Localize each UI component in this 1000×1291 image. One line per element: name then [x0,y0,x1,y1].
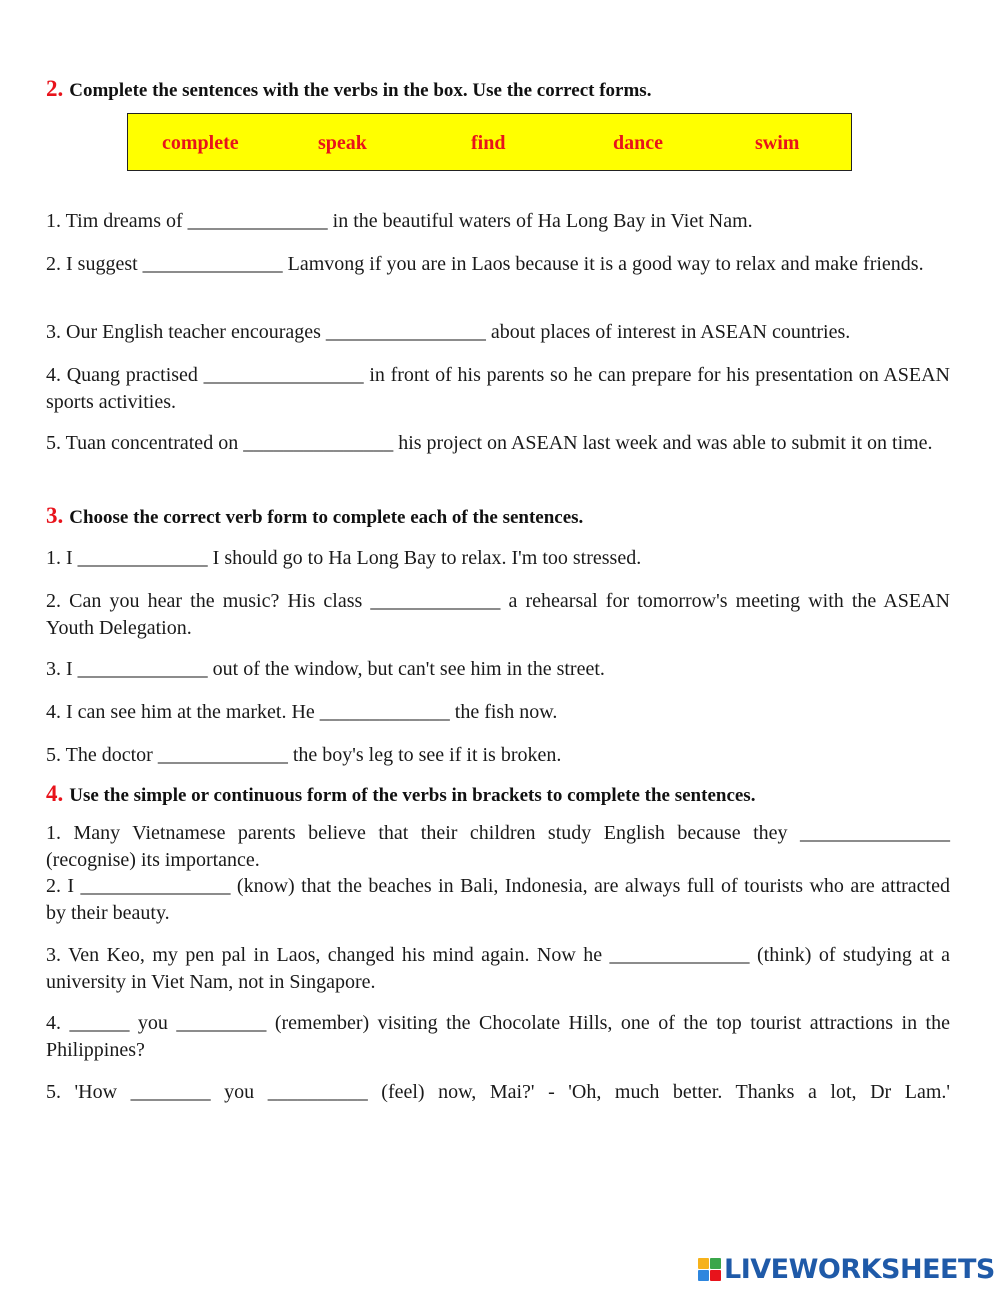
liveworksheets-logo-icon [698,1258,722,1282]
exercise-item: 3. Our English teacher encourages ________________ about places of interest in ASEAN countries. [46,321,851,343]
exercise-item: 4. Quang practised ________________ in front of his parents so he can prepare for his presentation on ASEAN sports activities. [46,364,950,413]
section-2-title [46,76,651,102]
exercise-item: 1. Tim dreams of ______________ in the beautiful waters of Ha Long Bay in Viet Nam. [46,210,753,232]
section-3-number: 3. [46,503,64,528]
exercise-item: 1. I _____________ I should go to Ha Long Bay to relax. I'm too stressed. [46,547,642,569]
exercise-item: 3. Ven Keo, my pen pal in Laos, changed his mind again. Now he ______________ (think) of studying at a university in Viet Nam, not in Singapore. [46,944,950,993]
word-box-item: find [471,132,506,154]
exercise-item: 3. I _____________ out of the window, but can't see him in the street. [46,658,605,680]
section-2-number: 2. [46,76,64,101]
word-box-item: speak [318,132,367,154]
liveworksheets-logo [698,1252,994,1288]
exercise-item: 5. Tuan concentrated on _______________ his project on ASEAN last week and was able to submit it on time. [46,432,933,454]
exercise-item: 2. Can you hear the music? His class _____________ a rehearsal for tomorrow's meeting with the ASEAN Youth Delegation. [46,590,950,639]
exercise-item: 4. ______ you _________ (remember) visiting the Chocolate Hills, one of the top tourist attractions in the Philippines? [46,1012,950,1061]
exercise-item: 2. I suggest ______________ Lamvong if you are in Laos because it is a good way to relax and make friends. [46,253,924,275]
exercise-item: 4. I can see him at the market. He _____________ the fish now. [46,701,558,723]
exercise-item: 2. I _______________ (know) that the beaches in Bali, Indonesia, are always full of tourists who are attracted by their beauty. [46,875,950,924]
section-4-number: 4. [46,781,64,806]
exercise-item: 5. The doctor _____________ the boy's leg to see if it is broken. [46,744,562,766]
exercise-item: 1. Many Vietnamese parents believe that their children study English because they _______________ (recognise) its importance. [46,822,950,871]
section-2-instruction: Complete the sentences with the verbs in the box. Use the correct forms. [69,80,652,101]
word-box-item: swim [755,132,800,154]
section-4-instruction: Use the simple or continuous form of the verbs in brackets to complete the sentences. [69,785,756,806]
exercise-item: 5. 'How ________ you __________ (feel) now, Mai?' - 'Oh, much better. Thanks a lot, Dr Lam.' [46,1081,950,1103]
logo-text: LIVEWORKSHEETS [724,1254,995,1285]
section-3-instruction: Choose the correct verb form to complete each of the sentences. [69,507,584,528]
word-box-item: complete [162,132,239,154]
section-4-title [46,781,755,807]
word-box [127,113,852,171]
section-3-title [46,503,583,529]
word-box-item: dance [613,132,663,154]
